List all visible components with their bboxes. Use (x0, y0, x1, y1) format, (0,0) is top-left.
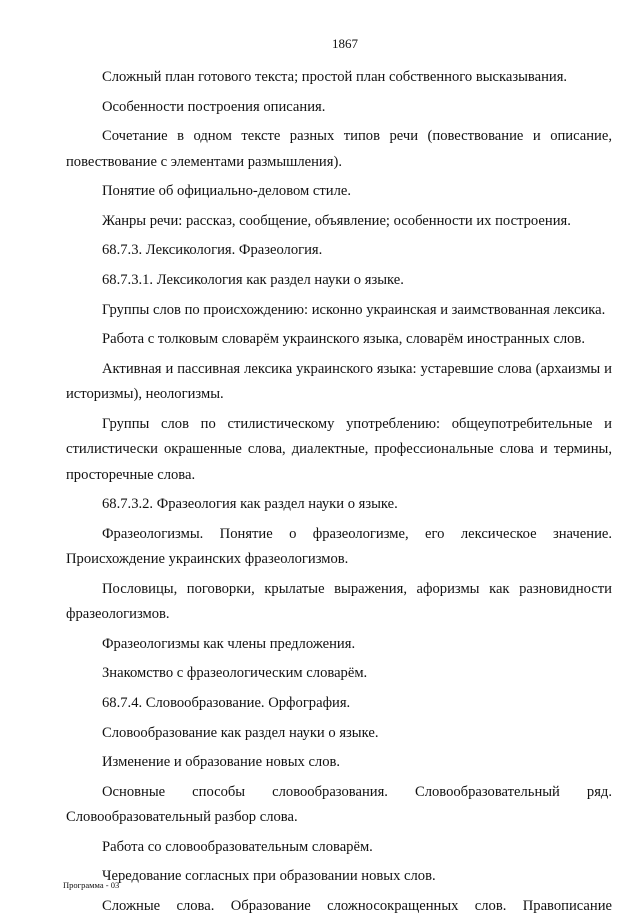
paragraph: Сложный план готового текста; простой план собственного высказывания. (102, 69, 568, 85)
paragraph: Понятие об официально-деловом стиле. (102, 183, 351, 200)
page-number: 1867 (332, 36, 358, 51)
section-heading: 68.7.3. Лексикология. Фразеология. (102, 242, 323, 259)
paragraph: Изменение и образование новых слов. (102, 754, 341, 771)
paragraph: Сочетание в одном тексте разных типов речи (повествование и описание, повествование с элементами размышления). (66, 128, 612, 170)
paragraph: Жанры речи: рассказ, сообщение, объявление; особенности их построения. (102, 212, 571, 229)
paragraph: Группы слов по происхождению: исконно украинская и заимствованная лексика. (102, 301, 606, 318)
paragraph: Чередование согласных при образовании новых слов. (102, 868, 436, 885)
footer-label: Программа - 03 (63, 880, 120, 890)
section-heading: 68.7.3.1. Лексикология как раздел науки о языке. (102, 271, 404, 288)
paragraph: Особенности построения описания. (102, 98, 326, 115)
paragraph: Сложные слова. Образование сложносокращенных слов. Правописание (102, 897, 612, 914)
paragraph: Фразеологизмы как члены предложения. (102, 635, 356, 652)
paragraph: Основные способы словообразования. Словообразовательный ряд. Словообразовательный разбор слова. (66, 783, 612, 826)
paragraph: Пословицы, поговорки, крылатые выражения, афоризмы как разновидности фразеологизмов. (66, 580, 612, 623)
document-body (66, 65, 612, 924)
paragraph: Фразеологизмы. Понятие о фразеологизме, его лексическое значение. Происхождение украинских фразеологизмов. (66, 525, 612, 568)
paragraph: Знакомство с фразеологическим словарём. (102, 665, 368, 682)
paragraph: Группы слов по стилистическому употреблению: общеупотребительные и стилистически окрашенные слова, диалектные, профессиональные слова и термины, просторечные слова. (66, 415, 612, 483)
paragraph: Словообразование как раздел науки о языке. (102, 724, 379, 741)
section-heading: 68.7.3.2. Фразеология как раздел науки о языке. (102, 496, 398, 513)
section-heading: 68.7.4. Словообразование. Орфография. (102, 694, 351, 711)
paragraph: Активная и пассивная лексика украинского языка: устаревшие слова (архаизмы и историзмы), неологизмы. (66, 360, 612, 403)
paragraph: Работа с толковым словарём украинского языка, словарём иностранных слов. (102, 331, 585, 348)
paragraph: Работа со словообразовательным словарём. (102, 838, 373, 855)
